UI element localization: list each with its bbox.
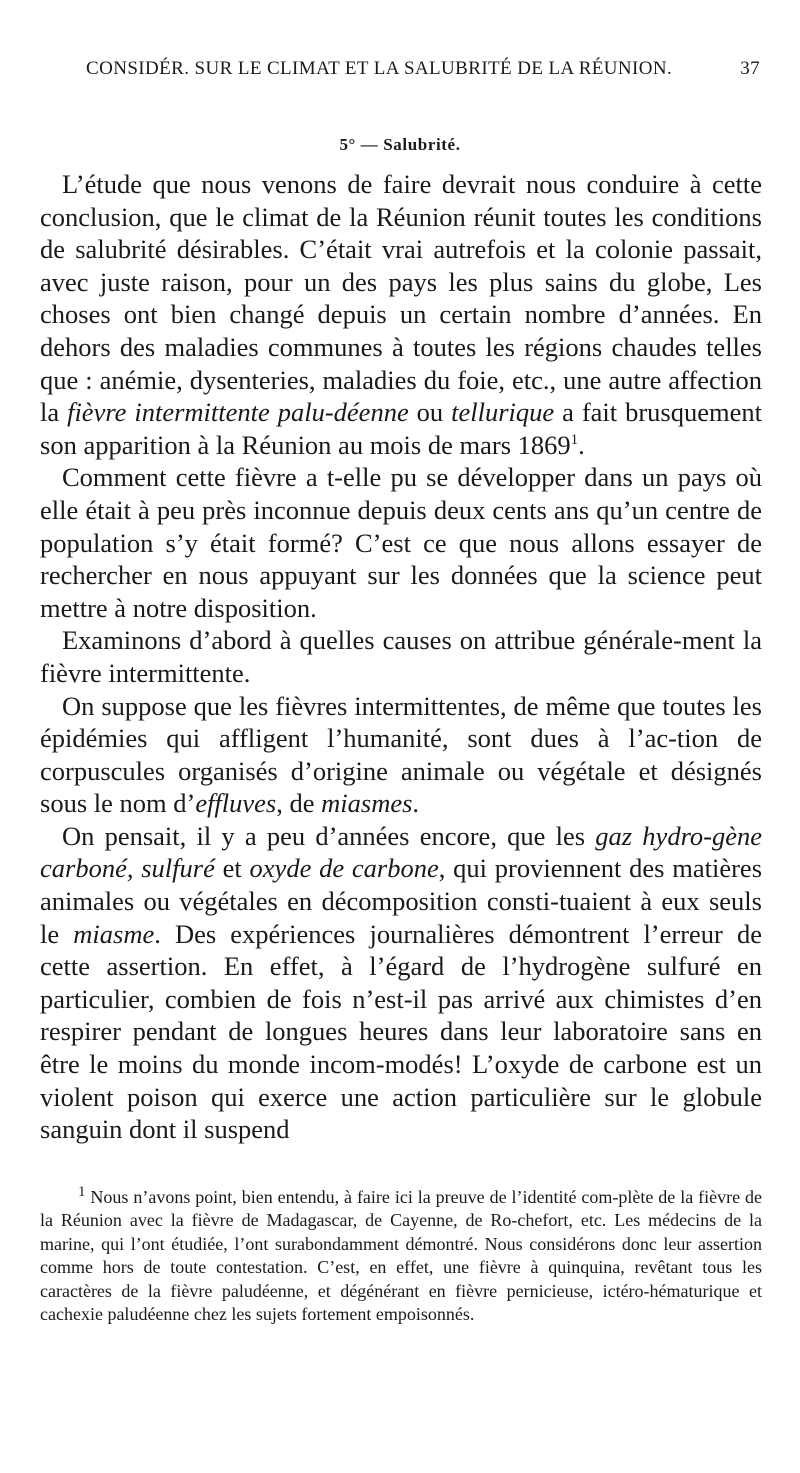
emphasis: gaz hydro-gène carboné, sulfuré [40,820,762,884]
running-head [86,58,760,80]
footnote-marker: 1 [78,1184,86,1200]
emphasis: oxyde de carbone [249,853,439,884]
footnote-text: Nous n’avons point, bien entendu, à faire ici la preuve de l’identité com-plète de la fièvre de la Réunion avec la fièvre de Madagascar, de Cayenne, de Ro-chefort, etc. Les médecins de la marine, qui l’ont étudiée, l’ont surabondamment démontré. Nous considérons donc leur assertion comme hors de toute contestation. C’est, en effet, une fièvre à quinquina, revêtant tous les caractères de la fièvre paludéenne, et dégénérant en fièvre pernicieuse, ictéro-hématurique et cachexie paludéenne chez les sujets fortement empoisonnés. [40,1187,762,1325]
emphasis: tellurique [451,397,555,428]
emphasis: effluves [195,788,277,819]
body-text [40,168,762,1146]
paragraph: On pensait, il y a peu d’années encore, que les gaz hydro-gène carboné, sulfuré et oxyde de carbone, qui proviennent des matières animales ou végétales en décomposition consti-tuaient à eux seuls le miasme. Des expériences journalières démontrent l’erreur de cette assertion. En effet, à l’égard de l’hydrogène sulfuré en particulier, combien de fois n’est-il pas arrivé aux chimistes d’en respirer pendant de longues heures dans leur laboratoire sans en être le moins du monde incom-modés! L’oxyde de carbone est un violent poison qui exerce une action particulière sur le globule sanguin dont il suspend [40,820,763,1145]
footnote [40,1186,762,1326]
section-title: 5° — Salubrité. [339,135,461,154]
emphasis: miasmes [321,788,413,819]
emphasis: miasme [73,918,155,949]
footnote-marker: 1 [570,431,579,448]
paragraph: On suppose que les fièvres intermittentes, de même que toutes les épidémies qui affligent l’humanité, sont dues à l’ac-tion de corpuscules organisés d’origine animale ou végétale et désignés sous le nom d’effluves, de miasmes. [40,690,762,819]
page-number: 37 [740,58,760,79]
emphasis: fièvre intermittente palu-déenne [67,397,409,428]
running-title: CONSIDÉR. SUR LE CLIMAT ET LA SALUBRITÉ DE LA RÉUNION. [86,58,673,79]
paragraph: Examinons d’abord à quelles causes on attribue générale-ment la fièvre intermittente. [40,625,762,688]
paragraph: L’étude que nous venons de faire devrait nous conduire à cette conclusion, que le climat de la Réunion réunit toutes les conditions de salubrité désirables. C’était vrai autrefois et la colonie passait, avec juste raison, pour un des pays les plus sains du globe, Les choses ont bien changé depuis un certain nombre d’années. En dehors des maladies communes à toutes les régions chaudes telles que : anémie, dysenteries, maladies du foie, etc., une autre affection la fièvre intermittente palu-déenne ou tellurique a fait brusquement son apparition à la Réunion au mois de mars 1869$^1$. [40,169,762,460]
paragraph: Comment cette fièvre a t-elle pu se développer dans un pays où elle était à peu près inconnue depuis deux cents ans qu’un centre de population s’y était formé? C’est ce que nous allons essayer de rechercher en nous appuyant sur les données que la science peut mettre à notre disposition. [40,462,762,623]
